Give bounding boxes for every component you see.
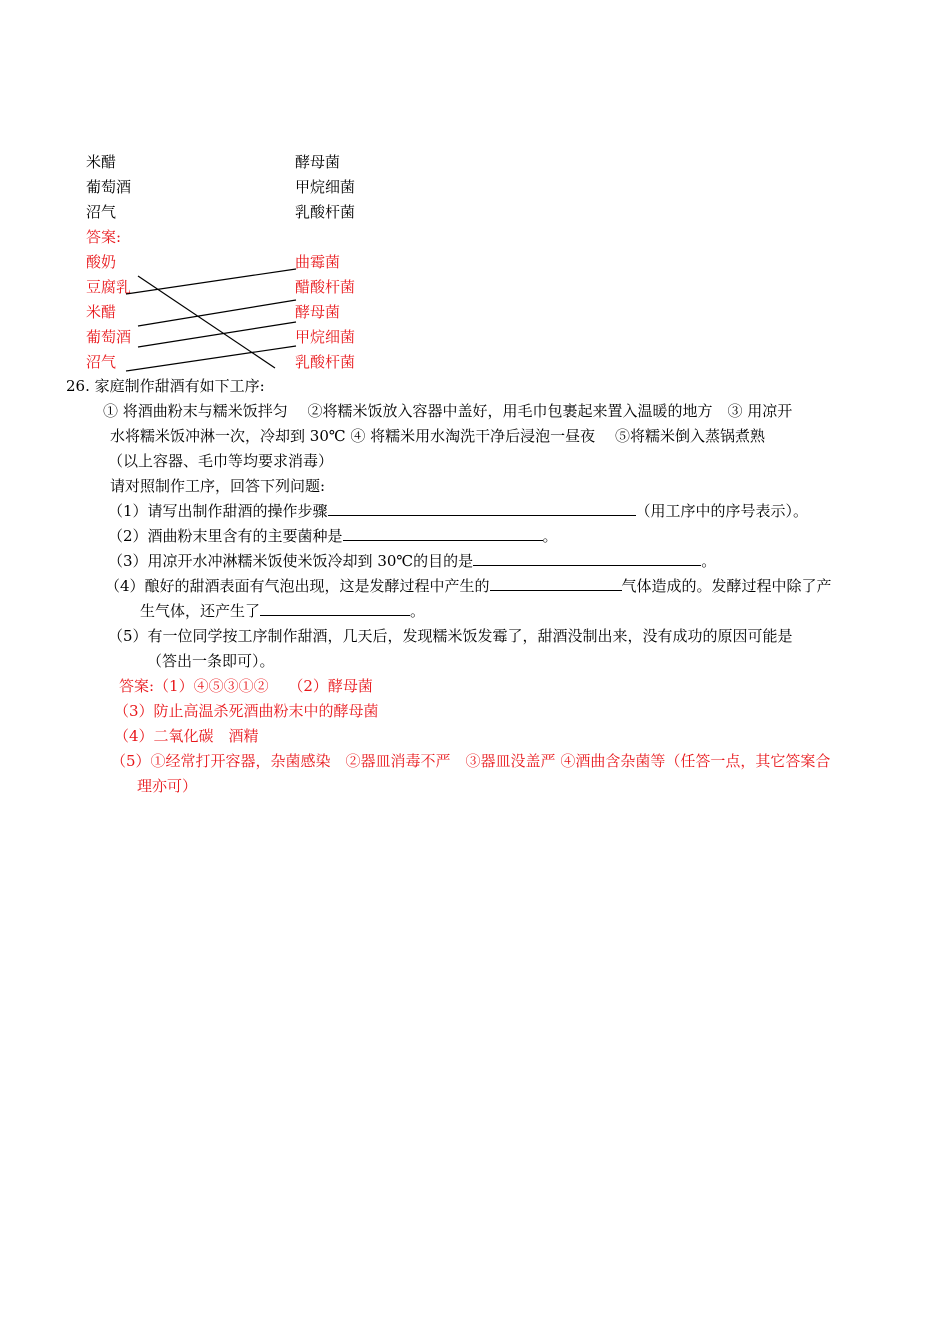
part4-text-end: 。 <box>410 602 426 620</box>
answer-right-5: 乳酸杆菌 <box>295 353 356 371</box>
q26-part5-cont: （答出一条即可）。 <box>147 652 275 670</box>
part4-text-mid: 气体造成的。发酵过程中除了产 <box>621 577 832 595</box>
part3-text-end: 。 <box>701 552 717 570</box>
part1-text-end: （用工序中的序号表示）。 <box>635 502 809 520</box>
answer-left-3: 米醋 <box>86 303 117 321</box>
connector-line <box>138 300 296 326</box>
answer-left-5: 沼气 <box>86 353 117 371</box>
prompt-right-1: 酵母菌 <box>295 153 341 171</box>
answer-left-1: 酸奶 <box>86 253 117 271</box>
q26-answer-5-line1: （5）①经常打开容器，杂菌感染 ②器皿消毒不严 ③器皿没盖严 ④酒曲含杂菌等（任答一点，其它答案合 <box>111 752 831 770</box>
prompt-left-1: 米醋 <box>86 153 117 171</box>
part3-text: （3）用凉开水冲淋糯米饭使米饭冷却到 30℃的目的是 <box>108 552 474 570</box>
part1-answer-blank[interactable] <box>328 499 636 516</box>
q26-steps-line1: ① 将酒曲粉末与糯米饭拌匀 ②将糯米饭放入容器中盖好，用毛巾包裹起来置入温暖的地方 ③ 用凉开 <box>103 402 793 420</box>
q26-instruction: 请对照制作工序，回答下列问题: <box>110 477 326 495</box>
answer-right-3: 酵母菌 <box>295 303 341 321</box>
q26-part2 <box>108 524 558 549</box>
q26-answer-5-line2: 理亦可） <box>137 777 198 795</box>
matching-connector-lines <box>0 0 950 400</box>
answer-left-4: 葡萄酒 <box>86 328 132 346</box>
part4-text-cont: 生气体，还产生了 <box>140 602 261 620</box>
q26-part3 <box>108 549 716 574</box>
q26-title: 26. 家庭制作甜酒有如下工序: <box>66 377 265 395</box>
q26-part5: （5）有一位同学按工序制作甜酒，几天后，发现糯米饭发霉了，甜酒没制出来，没有成功的原因可能是 <box>108 627 793 645</box>
q26-part4-cont <box>140 599 425 624</box>
q26-answer-1-2: 答案:（1）④⑤③①② （2）酵母菌 <box>119 677 373 695</box>
connector-line <box>126 346 296 371</box>
part4-answer-blank-2[interactable] <box>260 599 410 616</box>
q26-steps-line2: 水将糯米饭冲淋一次，冷却到 30℃ ④ 将糯米用水淘洗干净后浸泡一昼夜 ⑤将糯米倒入蒸锅煮熟 <box>110 427 765 445</box>
answer-right-1: 曲霉菌 <box>295 253 341 271</box>
part4-text: （4）酿好的甜酒表面有气泡出现，这是发酵过程中产生的 <box>105 577 490 595</box>
prompt-left-3: 沼气 <box>86 203 117 221</box>
q26-steps-note: （以上容器、毛巾等均要求消毒） <box>108 452 334 470</box>
part2-text: （2）酒曲粉末里含有的主要菌种是 <box>108 527 343 545</box>
q26-part1 <box>108 499 808 524</box>
part1-text: （1）请写出制作甜酒的操作步骤 <box>108 502 328 520</box>
q26-answer-3: （3）防止高温杀死酒曲粉末中的酵母菌 <box>114 702 379 720</box>
prompt-right-3: 乳酸杆菌 <box>295 203 356 221</box>
prompt-left-2: 葡萄酒 <box>86 178 132 196</box>
prompt-right-2: 甲烷细菌 <box>295 178 356 196</box>
part3-answer-blank[interactable] <box>473 549 701 566</box>
answer-right-2: 醋酸杆菌 <box>295 278 356 296</box>
matching-answer-label: 答案: <box>86 228 122 246</box>
q26-answer-4: （4）二氧化碳 酒精 <box>114 727 259 745</box>
part2-text-end: 。 <box>542 527 558 545</box>
answer-left-2: 豆腐乳 <box>86 278 132 296</box>
part2-answer-blank[interactable] <box>343 524 543 541</box>
q26-part4 <box>105 574 832 599</box>
connector-line <box>126 269 296 294</box>
connector-line <box>138 322 296 347</box>
answer-right-4: 甲烷细菌 <box>295 328 356 346</box>
part4-answer-blank-1[interactable] <box>490 574 622 591</box>
